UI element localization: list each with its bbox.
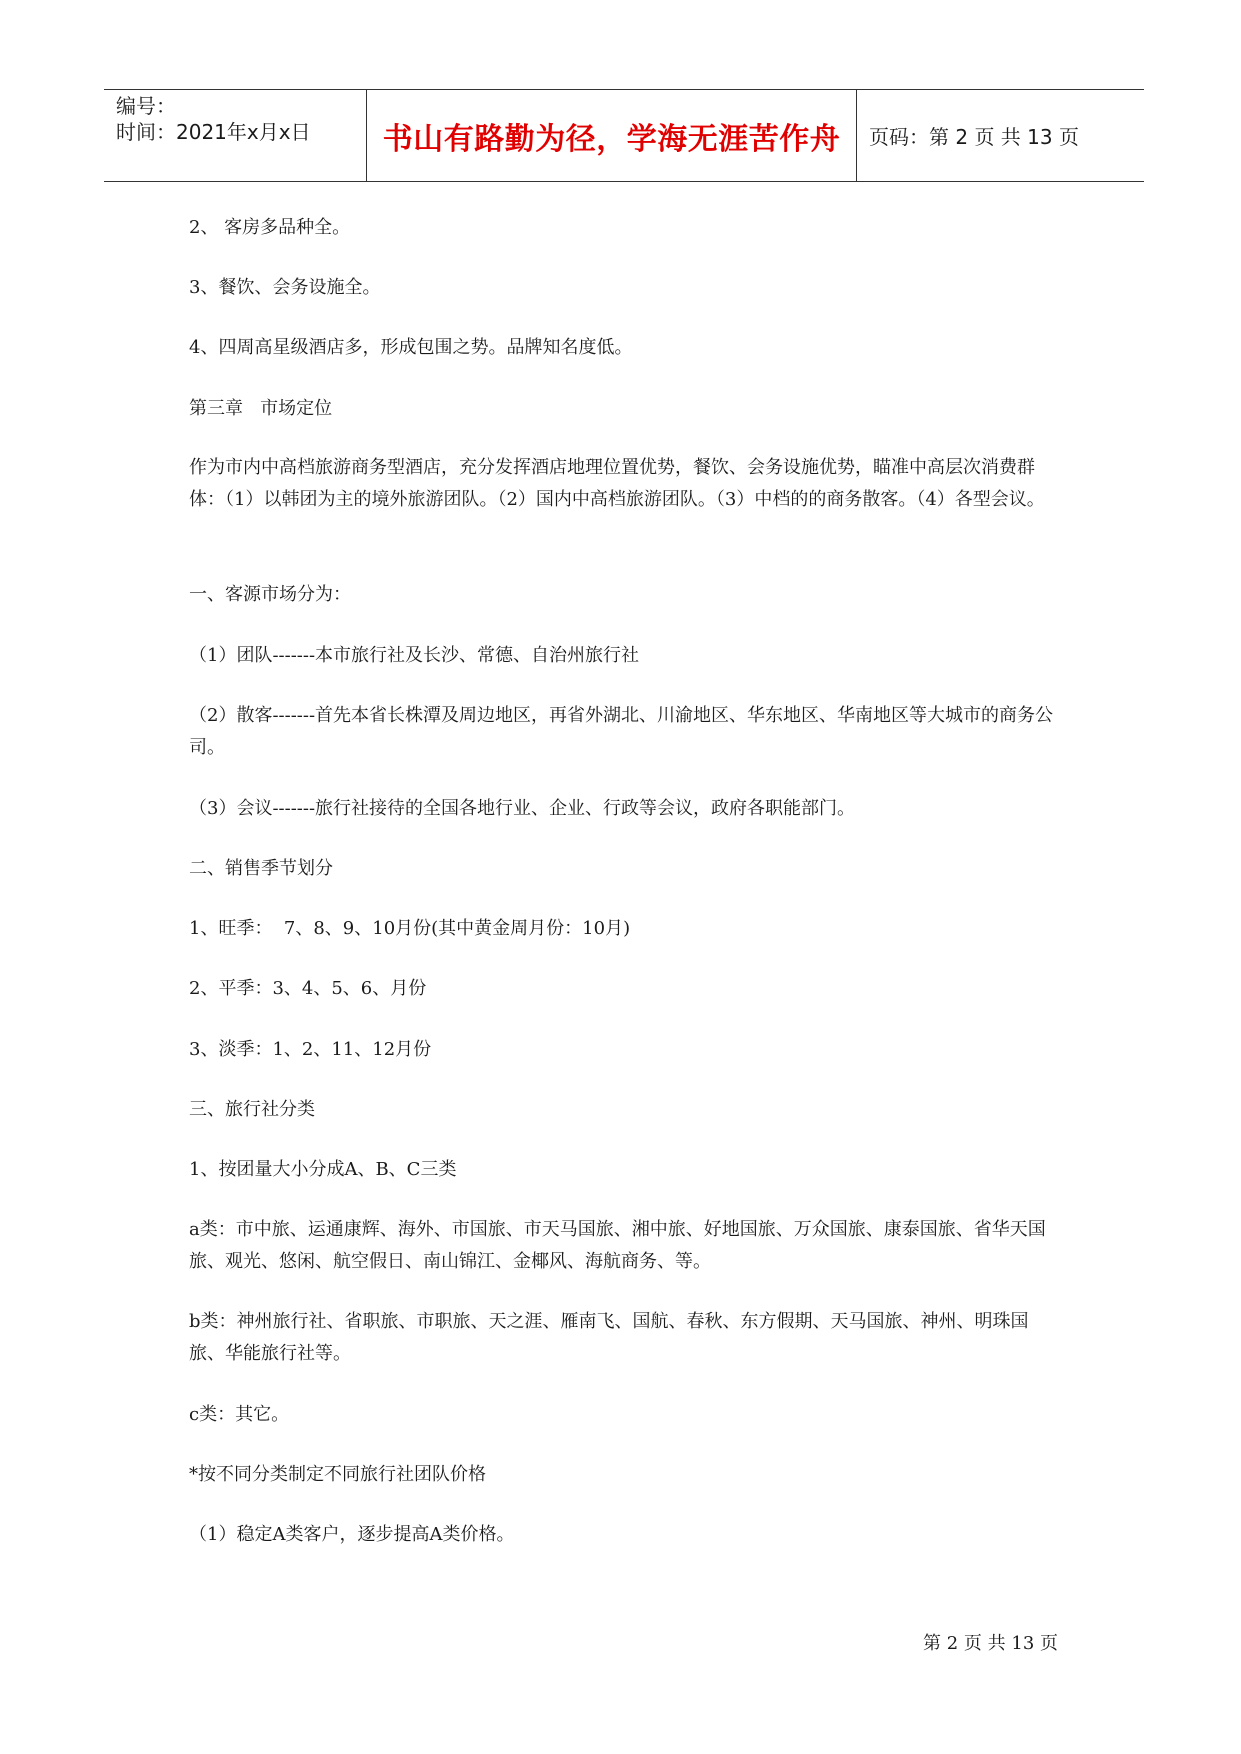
paragraph: *按不同分类制定不同旅行社团队价格	[189, 1464, 486, 1485]
paragraph: 4、四周高星级酒店多，形成包围之势。品牌知名度低。	[189, 337, 633, 358]
paragraph: （1）团队-------本市旅行社及长沙、常德、自治州旅行社	[189, 645, 640, 666]
paragraph: 2、 客房多品种全。	[189, 217, 351, 238]
paragraph: a类：市中旅、运通康辉、海外、市国旅、市天马国旅、湘中旅、好地国旅、万众国旅、康泰国旅、省华天国旅、观光、悠闲、航空假日、南山锦江、金椰风、海航商务、等。	[189, 1219, 1046, 1272]
page-footer: 第 2 页 共 13 页	[923, 1633, 1058, 1654]
paragraph: c类：其它。	[189, 1404, 290, 1425]
paragraph: 1、旺季： 7、8、9、10月份(其中黄金周月份：10月)	[189, 918, 631, 939]
paragraph: b类：神州旅行社、省职旅、市职旅、天之涯、雁南飞、国航、春秋、东方假期、天马国旅、神州、明珠国旅、华能旅行社等。	[189, 1311, 1029, 1364]
paragraph: （1）稳定A类客户，逐步提高A类价格。	[189, 1524, 515, 1545]
header-left-cell	[104, 90, 367, 181]
header-page-cell	[857, 90, 1144, 181]
paragraph: 3、餐饮、会务设施全。	[189, 277, 381, 298]
paragraph: 三、旅行社分类	[189, 1099, 315, 1120]
header-motto-cell	[367, 90, 857, 181]
page-number-label: 页码：第 2 页 共 13 页	[869, 125, 1079, 149]
paragraph: 3、淡季：1、2、11、12月份	[189, 1039, 432, 1060]
section-heading: 第三章 市场定位	[189, 398, 333, 419]
paragraph: 1、按团量大小分成A、B、C三类	[189, 1159, 457, 1180]
page-header	[104, 89, 1144, 182]
paragraph: 作为市内中高档旅游商务型酒店，充分发挥酒店地理位置优势，餐饮、会务设施优势，瞄准中高层次消费群体：（1）以韩团为主的境外旅游团队。（2）国内中高档旅游团队。（3）中档的的商务散客。（4）各型会议。	[189, 457, 1045, 510]
paragraph: （2）散客-------首先本省长株潭及周边地区，再省外湖北、川渝地区、华东地区、华南地区等大城市的商务公司。	[189, 705, 1054, 758]
paragraph: 二、销售季节划分	[189, 858, 333, 879]
paragraph: 一、客源市场分为：	[189, 584, 351, 605]
time-label: 时间：2021年x月x日	[116, 120, 311, 144]
motto-text: 书山有路勤为径，学海无涯苦作舟	[382, 121, 841, 157]
paragraph: （3）会议-------旅行社接待的全国各地行业、企业、行政等会议，政府各职能部门。	[189, 798, 856, 819]
serial-label: 编号：	[116, 94, 176, 118]
paragraph: 2、平季：3、4、5、6、月份	[189, 978, 427, 999]
